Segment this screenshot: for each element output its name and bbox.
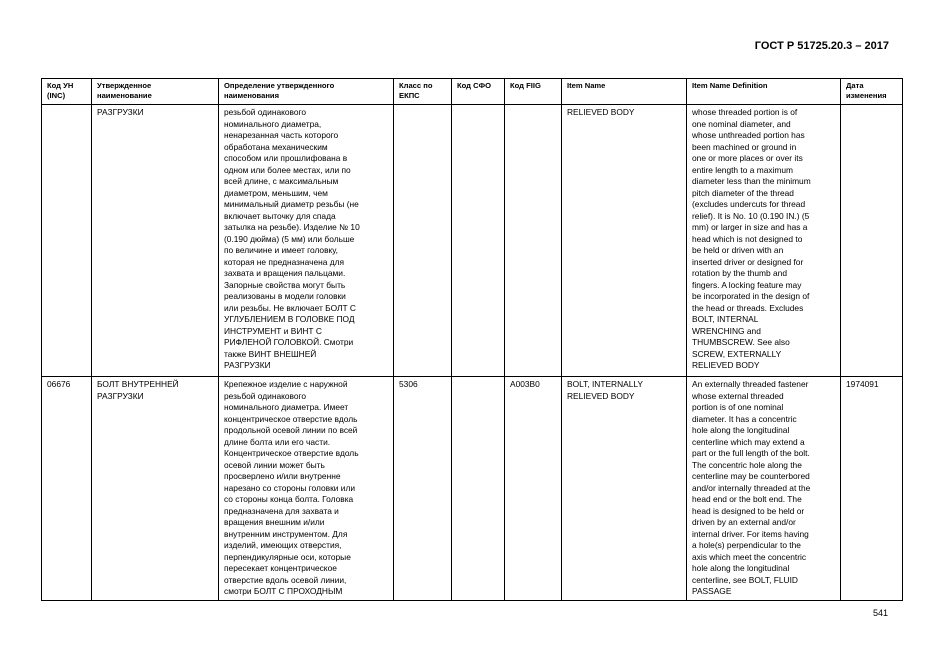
cell-approved-definition: резьбой одинакового номинального диаметра, ненарезанная часть которого обработана механическим способом или прошлифована в одном или более местах, или по всей длине, с максимальным диаметром, меньшим, чем минимальный диаметр резьбы (не включает выточку для спада затылка на резьбе). Изделие № 10 (0.190 дюйма) (5 мм) или больше по величине и имеет головку, которая не предназначена для захвата и вращения пальцами. Запорные свойства могут быть реализованы в модели головки или резьбы. Не включает БОЛТ С УГЛУБЛЕНИЕМ В ГОЛОВКЕ ПОД ИНСТРУМЕНТ и ВИНТ С РИФЛЕНОЙ ГОЛОВКОЙ. Смотри также ВИНТ ВНЕШНЕЙ РАЗГРУЗКИ — [219, 105, 394, 377]
cell-inc — [42, 105, 92, 377]
cell-ekps-class — [394, 105, 452, 377]
cell-fiig-code: A003B0 — [505, 377, 562, 601]
column-header-fiig-code: Код FIIG — [505, 79, 562, 105]
cell-approved-name: БОЛТ ВНУТРЕННЕЙ РАЗГРУЗКИ — [92, 377, 219, 601]
cell-change-date: 1974091 — [841, 377, 903, 601]
cell-ekps-class: 5306 — [394, 377, 452, 601]
cell-approved-definition: Крепежное изделие с наружной резьбой одинакового номинального диаметра. Имеет концентрическое отверстие вдоль продольной осевой линии по всей длине болта или его части. Концентрическое отверстие вдоль осевой линии может быть просверлено и/или внутренне нарезано со стороны головки или со стороны конца болта. Головка предназначена для захвата и вращения внешним и/или внутренним инструментом. Для изделий, имеющих отверстия, перпендикулярные оси, которые пересекает концентрическое отверстие вдоль осевой линии, смотри БОЛТ С ПРОХОДНЫМ — [219, 377, 394, 601]
table-row — [42, 377, 903, 601]
cell-inc: 06676 — [42, 377, 92, 601]
cell-approved-name: РАЗГРУЗКИ — [92, 105, 219, 377]
column-header-change-date: Дата изменения — [841, 79, 903, 105]
column-header-ekps-class: Класс по ЕКПС — [394, 79, 452, 105]
column-header-sfo-code: Код СФО — [452, 79, 505, 105]
table-row — [42, 105, 903, 377]
cell-item-name: BOLT, INTERNALLY RELIEVED BODY — [562, 377, 687, 601]
cell-fiig-code — [505, 105, 562, 377]
column-header-item-name: Item Name — [562, 79, 687, 105]
page-number: 541 — [872, 608, 888, 618]
cell-item-name-definition: whose threaded portion is of one nominal diameter, and whose unthreaded portion has been machined or ground in one or more places or over its entire length to a maximum diameter less than the minimum pitch diameter of the thread (excludes undercuts for thread relief). It is No. 10 (0.190 IN.) (5 mm) or larger in size and has a head which is not designed to be held or driven with an inserted driver or designed for rotation by the thumb and fingers. A locking feature may be incorporated in the design of the head or threads. Excludes BOLT, INTERNAL WRENCHING and THUMBSCREW. See also SCREW, EXTERNALLY RELIEVED BODY — [687, 105, 841, 377]
column-header-item-name-definition: Item Name Definition — [687, 79, 841, 105]
cell-change-date — [841, 105, 903, 377]
column-header-inc: Код УН (INC) — [42, 79, 92, 105]
nomenclature-table — [41, 78, 903, 601]
column-header-approved-name: Утвержденное наименование — [92, 79, 219, 105]
cell-sfo-code — [452, 105, 505, 377]
cell-item-name: RELIEVED BODY — [562, 105, 687, 377]
cell-item-name-definition: An externally threaded fastener whose external threaded portion is of one nominal diameter. It has a concentric hole along the longitudinal centerline which may extend a part or the full length of the bolt. The concentric hole along the centerline may be counterbored and/or internally threaded at the head end or the bolt end. The head is designed to be held or driven by an external and/or internal driver. For items having a hole(s) perpendicular to the axis which meet the concentric hole along the longitudinal centerline, see BOLT, FLUID PASSAGE — [687, 377, 841, 601]
cell-sfo-code — [452, 377, 505, 601]
column-header-approved-definition: Определение утвержденного наименования — [219, 79, 394, 105]
document-code: ГОСТ Р 51725.20.3 – 2017 — [754, 40, 889, 52]
table-header-row — [42, 79, 903, 105]
